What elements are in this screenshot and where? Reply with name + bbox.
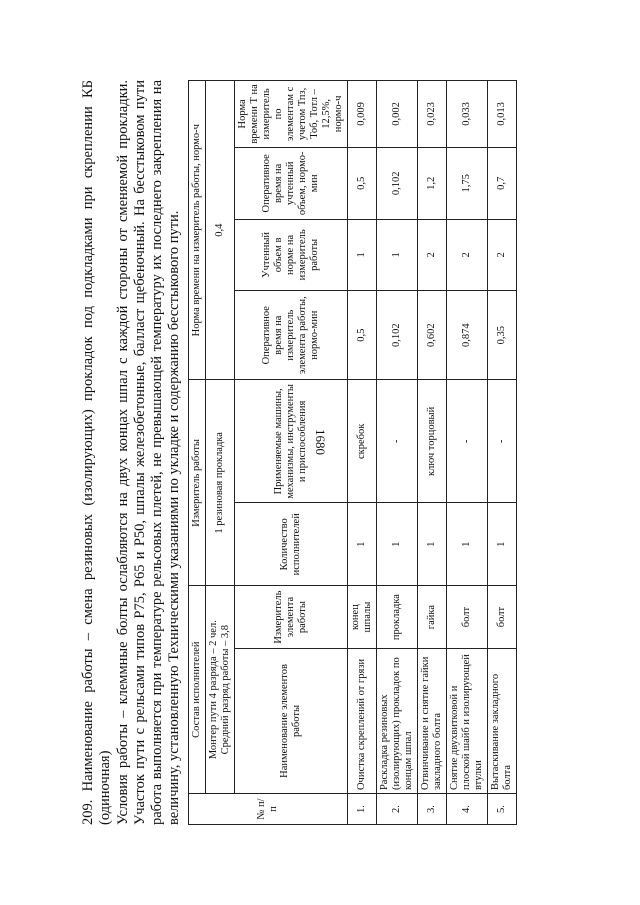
heading-block (80, 80, 183, 825)
row-volume: 1 (348, 219, 377, 290)
header-row-2 (206, 81, 235, 825)
header-row-1 (189, 81, 206, 825)
row-volume: 2 (447, 219, 488, 290)
row-machines: - (488, 380, 517, 503)
table-row (447, 81, 488, 825)
norm-header: Норма времени на измеритель работы, нормо-ч (189, 81, 206, 380)
row-optime: 0,874 (447, 290, 488, 380)
row-num: 5. (488, 794, 517, 825)
row-unit: гайка (418, 586, 447, 649)
meter-header: Измеритель работы (189, 380, 206, 586)
row-name: Отвинчивание и снятие гайки закладного болта (418, 648, 447, 793)
row-optime: 0,5 (348, 290, 377, 380)
row-optime: 0,602 (418, 290, 447, 380)
staff-value: Монтер пути 4 разряда – 2 чел. (208, 620, 219, 760)
rotated-page-content (80, 80, 560, 825)
header-row-3 (235, 81, 348, 825)
col-num-header: № п/п (189, 794, 348, 825)
norms-table (188, 80, 517, 825)
row-num: 3. (418, 794, 447, 825)
row-num: 4. (447, 794, 488, 825)
col-optotal-header: Оперативное время на учтенный объем, нормо-мин (235, 147, 348, 219)
row-normt: 0,013 (488, 81, 517, 148)
row-count: 1 (377, 503, 418, 586)
row-machines: ключ торцовый (418, 380, 447, 503)
work-title: 209. Наименование работы – смена резиновых (изолирующих) прокладок под подкладками при скреплении КБ (одиночная) (80, 80, 113, 825)
row-count: 1 (348, 503, 377, 586)
row-optotal: 0,7 (488, 147, 517, 219)
table-row (488, 81, 517, 825)
col-optime-header: Оперативное время на измеритель элемента работы, нормо-мин (235, 290, 348, 380)
row-volume: 2 (418, 219, 447, 290)
row-unit: болт (447, 586, 488, 649)
row-unit: конец шпалы (348, 586, 377, 649)
row-num: 2. (377, 794, 418, 825)
row-volume: 2 (488, 219, 517, 290)
table-row (348, 81, 377, 825)
row-name: Снятие двухвитковой и плоской шайб и изолирующей втулки (447, 648, 488, 793)
staff-value-cell (206, 586, 235, 794)
col-count-header: Количество исполнителей (235, 503, 348, 586)
row-volume: 1 (377, 219, 418, 290)
meter-value: 1 резиновая прокладка (206, 380, 235, 586)
row-optotal: 1,75 (447, 147, 488, 219)
row-optime: 0,35 (488, 290, 517, 380)
col-machines-header: Применяемые машины, механизмы, инструменты и приспособления (235, 380, 348, 503)
row-normt: 0,009 (348, 81, 377, 148)
row-optotal: 1,2 (418, 147, 447, 219)
row-unit: болт (488, 586, 517, 649)
row-normt: 0,023 (418, 81, 447, 148)
row-name: Очистка скреплений от грязи (348, 648, 377, 793)
row-machines: - (447, 380, 488, 503)
row-count: 1 (488, 503, 517, 586)
row-name: Вытаскивание закладного болта (488, 648, 517, 793)
row-machines: скребок (348, 380, 377, 503)
work-conditions: Условия работы – клеммные болты ослабляются на двух концах шпал с каждой стороны от сменяемой прокладки. Участок пути с рельсами типов Р75, Р65 и Р50, шпалы железобетонные, балласт щебеночный. На бесстыковом пути работа выполняется при температуре рельсовых плетей, не превышающей температуру их последнего закрепления на величину, установленную Техническими указаниями по укладке и содержанию бесстыкового пути. (115, 80, 182, 825)
row-num: 1. (348, 794, 377, 825)
col-normt-header: Норма времени Т на измеритель по элементам с учетом Тпз, Тоб, Тотл – 12,5%, нормо-ч (235, 81, 348, 148)
staff-header: Состав исполнителей (189, 586, 206, 794)
row-machines: - (377, 380, 418, 503)
row-normt: 0,002 (377, 81, 418, 148)
row-optime: 0,102 (377, 290, 418, 380)
row-name: Раскладка резиновых (изолирующих) прокладок по концам шпал (377, 648, 418, 793)
norm-value: 0,4 (206, 81, 235, 380)
table-row (418, 81, 447, 825)
col-volume-header: Учтенный объем в норме на измеритель работы (235, 219, 348, 290)
table-row (377, 81, 418, 825)
col-name-header: Наименование элементов работы (235, 648, 348, 793)
staff-grade: Средний разряд работы – 3,8 (220, 624, 231, 755)
row-optotal: 0,102 (377, 147, 418, 219)
page-number: 1680 (313, 429, 328, 455)
row-unit: прокладка (377, 586, 418, 649)
row-optotal: 0,5 (348, 147, 377, 219)
col-unit-header: Измеритель элемента работы (235, 586, 348, 649)
row-normt: 0,033 (447, 81, 488, 148)
row-count: 1 (447, 503, 488, 586)
row-count: 1 (418, 503, 447, 586)
